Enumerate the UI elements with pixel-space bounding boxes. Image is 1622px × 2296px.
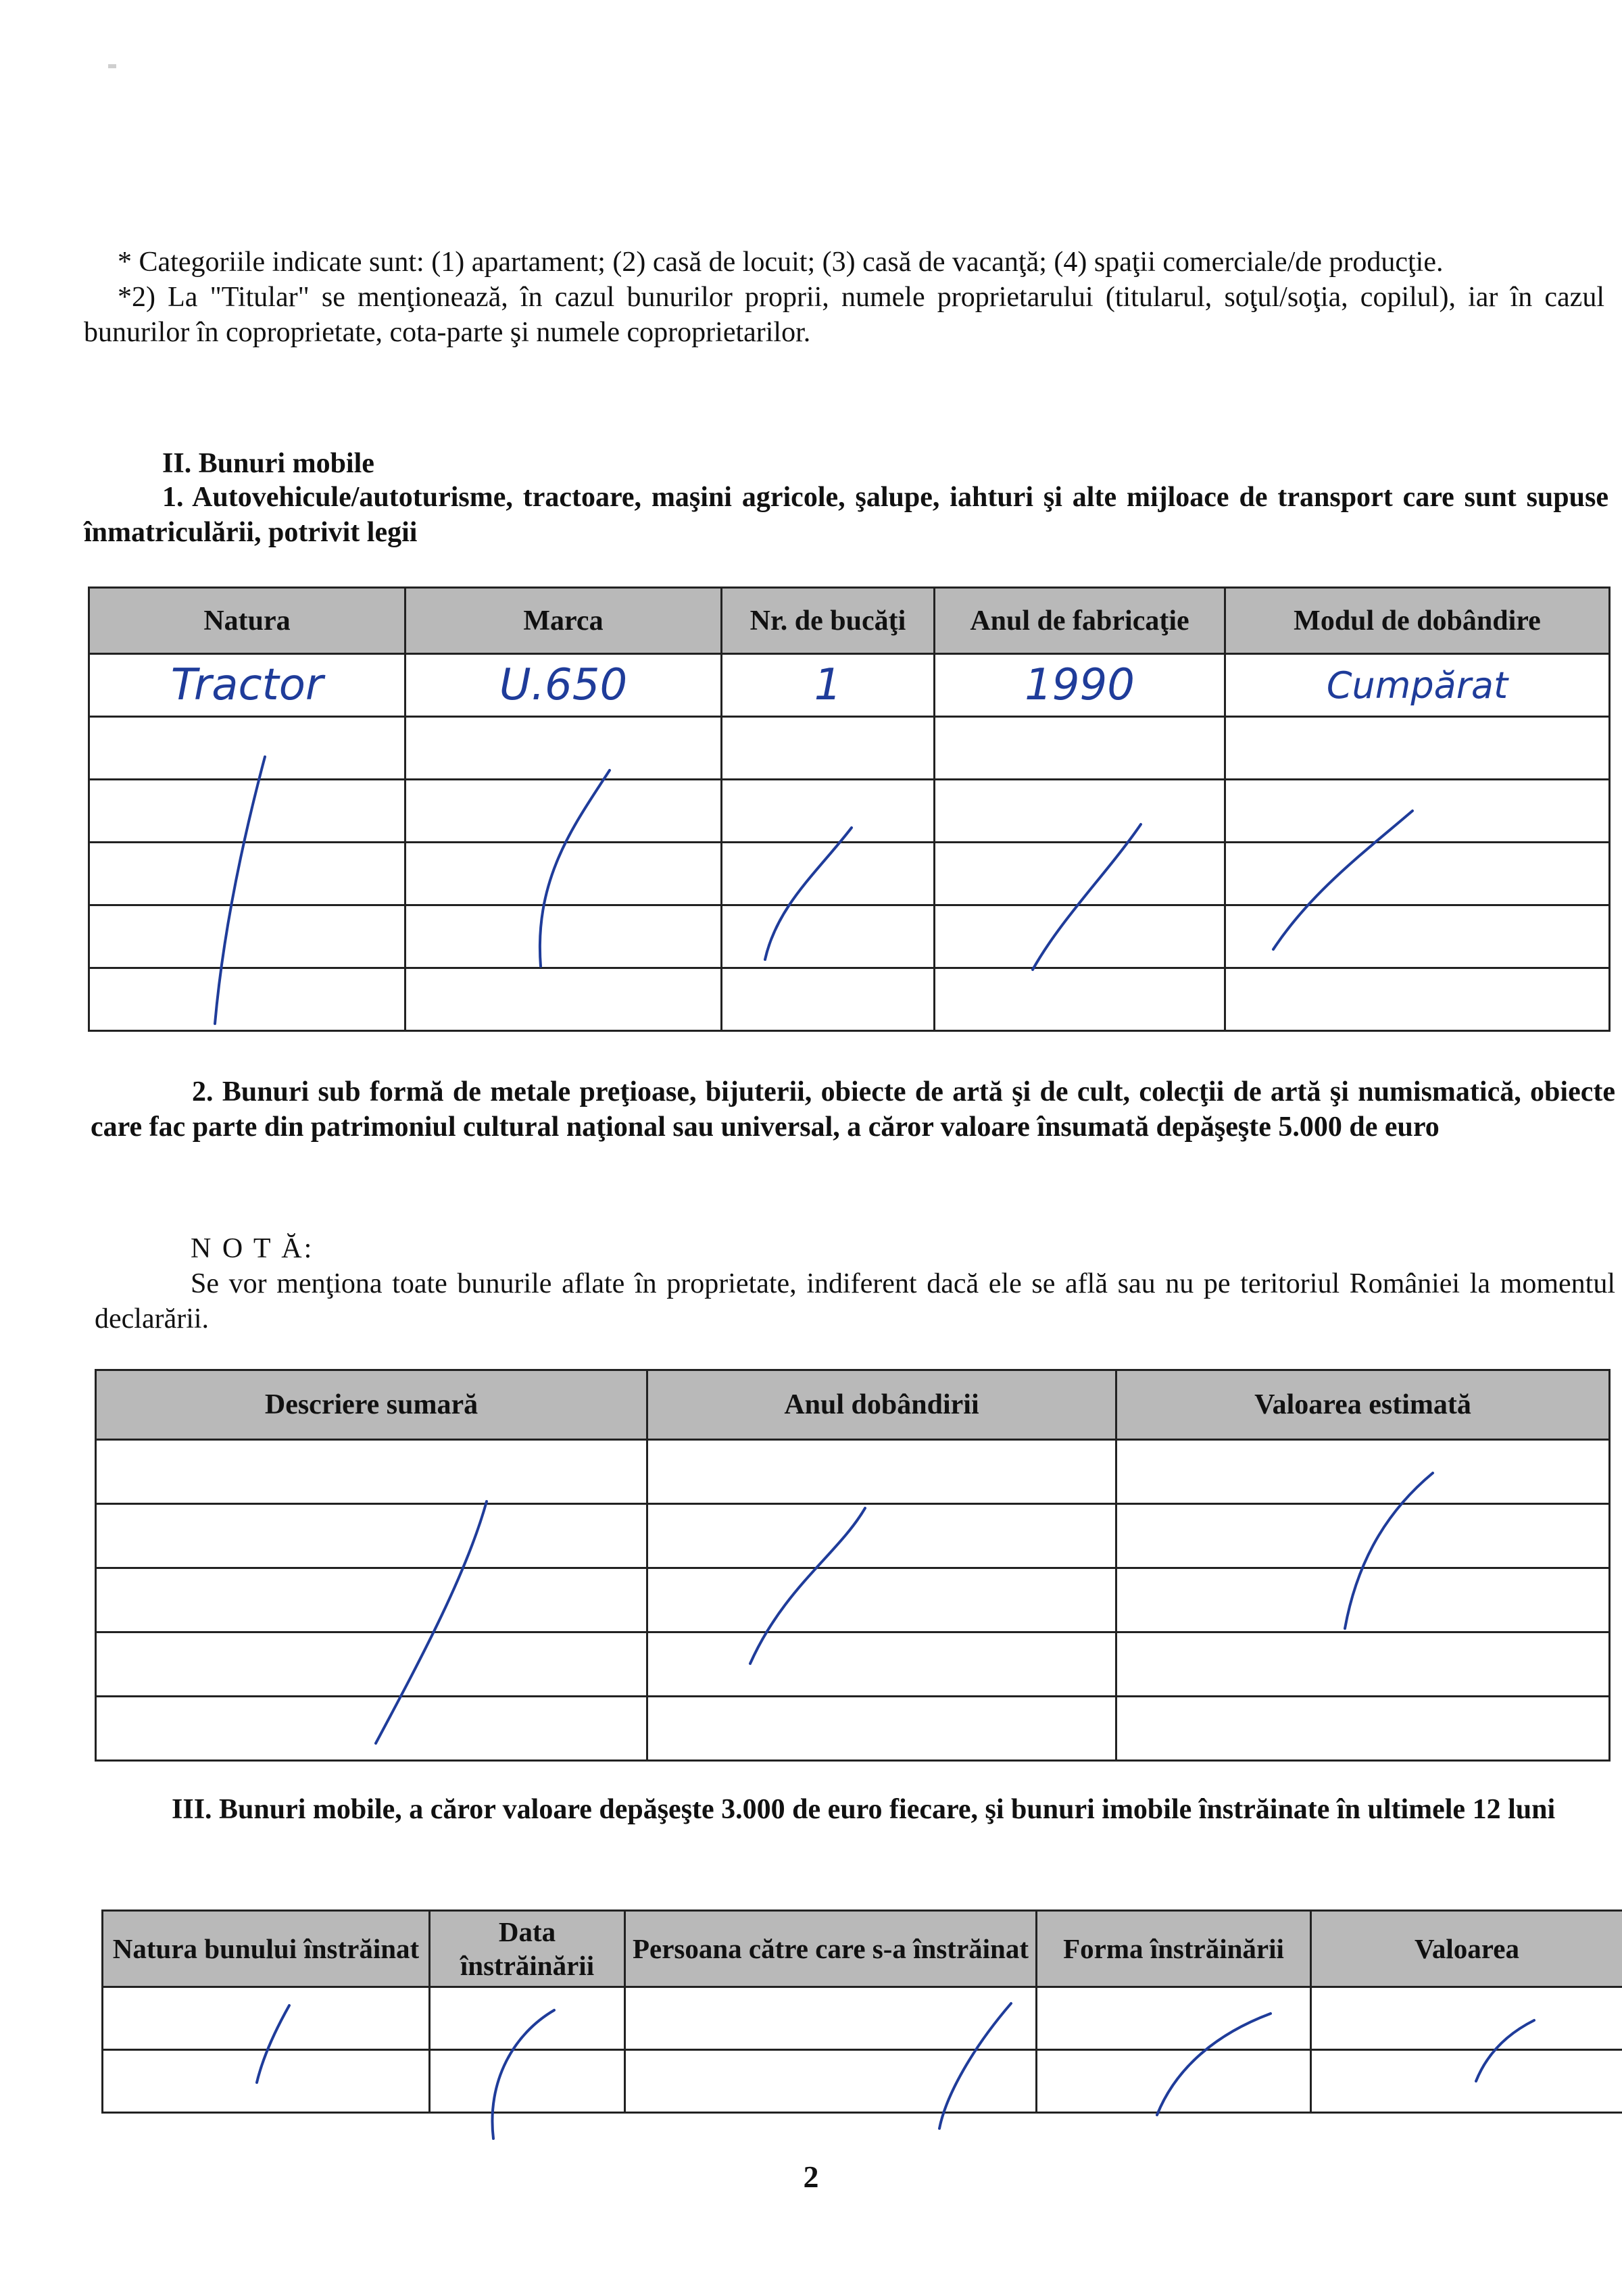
empty-cell (1037, 2050, 1311, 2113)
empty-cell (89, 717, 406, 780)
empty-cell (406, 717, 722, 780)
empty-cell (647, 1697, 1116, 1761)
empty-cell (103, 1987, 430, 2050)
page-number: 2 (803, 2160, 819, 2194)
empty-cell (722, 717, 935, 780)
empty-cell (935, 717, 1225, 780)
cell-modul: Cumpărat (1225, 654, 1610, 717)
empty-cell (1225, 968, 1610, 1031)
empty-cell (89, 905, 406, 968)
empty-cell (647, 1504, 1116, 1568)
empty-cell (96, 1504, 647, 1568)
empty-cell (430, 2050, 625, 2113)
footnote-categories: * Categoriile indicate sunt: (1) apartament; (2) casă de locuit; (3) casă de vacanţă; (4) spaţii comerciale/de producţie. (118, 247, 1444, 278)
table-row (96, 1568, 1610, 1632)
col-header-natura-bunului: Natura bunului înstrăinat (103, 1911, 430, 1987)
section-ii-subtitle-1: 1. Autovehicule/autoturisme, tractoare, maşini agricole, şalupe, iahturi şi alte mijloace de transport care sunt supuse înmatriculării, potrivit legii (84, 482, 1608, 548)
col-header-nr-bucati: Nr. de bucăţi (722, 588, 935, 654)
col-header-valoarea: Valoarea (1311, 1911, 1622, 1987)
col-header-anul-dobandirii: Anul dobândirii (647, 1370, 1116, 1440)
table-row (96, 1632, 1610, 1697)
col-header-descriere: Descriere sumară (96, 1370, 647, 1440)
empty-cell (96, 1440, 647, 1504)
empty-cell (647, 1632, 1116, 1697)
cell-nr-bucati: 1 (722, 654, 935, 717)
footnote-titular: *2) La "Titular" se menţionează, în cazul bunurilor proprii, numele proprietarului (titularul, soţul/soţia, copilul), iar în cazul bunurilor în coproprietate, cota-parte şi numele coproprietarilor. (84, 282, 1604, 348)
nota-text: Se vor menţiona toate bunurile aflate în proprietate, indiferent dacă ele se află sau nu pe teritoriul României la momentul declarării. (95, 1268, 1615, 1334)
section-iii-title: III. Bunuri mobile, a căror valoare depăşeşte 3.000 de euro fiecare, şi bunuri imobile înstrăinate în ultimele 12 luni (172, 1794, 1556, 1825)
empty-cell (406, 968, 722, 1031)
empty-cell (935, 780, 1225, 843)
section-ii-title: II. Bunuri mobile (162, 448, 374, 479)
nota-label: N O T Ă: (191, 1233, 314, 1264)
empty-cell (935, 968, 1225, 1031)
table-header-row (103, 1911, 1622, 1987)
col-header-marca: Marca (406, 588, 722, 654)
empty-cell (406, 905, 722, 968)
empty-cell (625, 1987, 1037, 2050)
table-row (89, 717, 1610, 780)
empty-cell (1116, 1440, 1610, 1504)
empty-cell (1116, 1632, 1610, 1697)
empty-cell (1116, 1504, 1610, 1568)
empty-cell (1037, 1987, 1311, 2050)
table-row (103, 1987, 1622, 2050)
table-row (96, 1440, 1610, 1504)
empty-cell (1225, 843, 1610, 905)
empty-cell (89, 843, 406, 905)
alienated-goods-table (101, 1910, 1622, 2114)
table-row (96, 1504, 1610, 1568)
empty-cell (625, 2050, 1037, 2113)
empty-cell (406, 843, 722, 905)
table-row (89, 968, 1610, 1031)
section-ii-subtitle-2: 2. Bunuri sub formă de metale preţioase, bijuterii, obiecte de artă şi de cult, colecţii de artă şi numismatică, obiecte care fac parte din patrimoniul cultural naţional sau universal, a căror valoare însumată depăşeşte 5.000 de euro (91, 1076, 1615, 1143)
empty-cell (722, 905, 935, 968)
table-row (89, 654, 1610, 717)
empty-cell (722, 780, 935, 843)
empty-cell (935, 843, 1225, 905)
empty-cell (89, 968, 406, 1031)
empty-cell (406, 780, 722, 843)
valuables-table (95, 1369, 1611, 1762)
table-row (103, 2050, 1622, 2113)
col-header-persoana: Persoana către care s-a înstrăinat (625, 1911, 1037, 1987)
col-header-anul-fabricatie: Anul de fabricaţie (935, 588, 1225, 654)
table-header-row (96, 1370, 1610, 1440)
col-header-modul-dobandire: Modul de dobândire (1225, 588, 1610, 654)
empty-cell (1225, 905, 1610, 968)
cell-marca: U.650 (406, 654, 722, 717)
empty-cell (1311, 2050, 1622, 2113)
table-row (96, 1697, 1610, 1761)
empty-cell (722, 968, 935, 1031)
table-row (89, 905, 1610, 968)
col-header-forma-instrainarii: Forma înstrăinării (1037, 1911, 1311, 1987)
table-header-row (89, 588, 1610, 654)
empty-cell (1225, 780, 1610, 843)
scan-speck (108, 64, 116, 68)
col-header-natura: Natura (89, 588, 406, 654)
table-row (89, 843, 1610, 905)
cell-anul: 1990 (935, 654, 1225, 717)
empty-cell (647, 1440, 1116, 1504)
empty-cell (722, 843, 935, 905)
empty-cell (1311, 1987, 1622, 2050)
footnotes (84, 245, 1604, 350)
col-header-data-instrainarii: Data înstrăinării (430, 1911, 625, 1987)
empty-cell (430, 1987, 625, 2050)
empty-cell (1116, 1697, 1610, 1761)
cell-natura: Tractor (89, 654, 406, 717)
empty-cell (103, 2050, 430, 2113)
empty-cell (96, 1697, 647, 1761)
empty-cell (935, 905, 1225, 968)
empty-cell (96, 1632, 647, 1697)
vehicles-table (88, 587, 1611, 1032)
table-row (89, 780, 1610, 843)
empty-cell (1116, 1568, 1610, 1632)
empty-cell (96, 1568, 647, 1632)
empty-cell (89, 780, 406, 843)
empty-cell (1225, 717, 1610, 780)
empty-cell (647, 1568, 1116, 1632)
col-header-valoarea-estimata: Valoarea estimată (1116, 1370, 1610, 1440)
